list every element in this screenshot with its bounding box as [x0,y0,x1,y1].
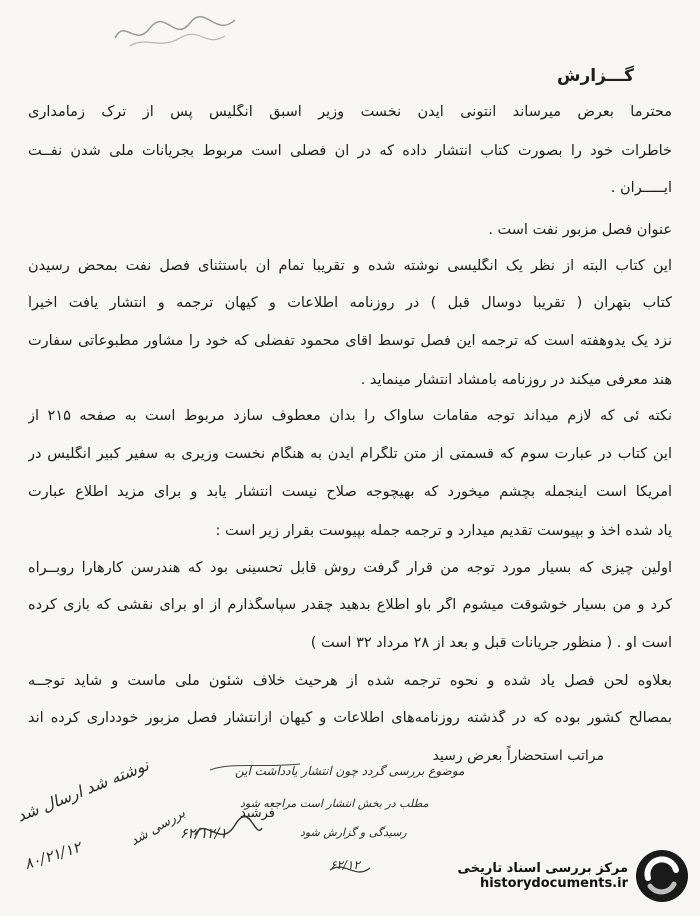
archive-logo-icon [634,848,690,904]
watermark-url: historydocuments.ir [479,876,628,891]
signer-name: فرشید [240,806,276,821]
body-line: هند معرفی میکند در روزنامه بامشاد انتشار مینماید . [360,372,672,388]
document-title: گـــزارش [557,66,634,86]
handwritten-note-mid: مطلب در بخش انتشار است مراجعه شود [240,797,429,810]
body-line: آمریکا است اینجمله بچشم میخورد که بهیچوجه صلاح نیست انتشار یابد و برای مزید اطلاع عبارت [28,484,672,500]
closing-line: مراتب استحضاراً بعرض رسید [432,748,604,764]
top-scribble-signature-icon [105,8,245,58]
body-line: این کتاب البته از نظر یک انگلیسی نوشته شده و تقریباً تمام آن باستثنای فصل نفت بمحض رسیدن [28,258,672,274]
body-line: عنوان فصل مزبور نفت است . [488,222,672,238]
body-line: بمصالح کشور بوده که در گذشته روزنامه‌های اطلاعات و کیهان ازانتشار فصل مزبور خودداری کرده اند [28,710,672,726]
body-line: این کتاب در عبارت سوم که قسمتی از متن تلگرام ایدن به هنگام نخست وزیری به سفیر کبیر انگلیس در [28,446,672,462]
handwritten-date-mid: ۶۲/۱۲/۱ [180,826,228,842]
body-line: ایـــــران . [610,180,672,196]
watermark-title: مرکز بررسی اسناد تاریخی [457,861,628,876]
handwritten-note-low: رسیدگی و گزارش شود [300,826,407,839]
handwritten-date-left: ۸۰/۲۱/۱۲ [22,837,84,874]
watermark [430,844,690,908]
body-line: اولین چیزی که بسیار مورد توجه من قرار گرفت روش قابل تحسینی بود که هندرسن کارهارا روبــراه [28,560,672,576]
body-line: است او . ( منظور جریانات قبل و بعد از ۲۸ مرداد ۳۲ است ) [310,635,672,651]
handwritten-date-right: ۶۲/۱۲ [330,858,360,872]
body-line: محترماً بعرض میرساند آنتونی ایدن نخست وزیر اسبق انگلیس پس از ترک زمامداری [28,104,672,120]
body-line: خاطرات خود را بصورت کتاب انتشار داده که در آن فصلی است مربوط بجریانات ملی شدن نفــت [28,143,672,159]
handwritten-note-top: موضوع بررسی گردد چون انتشار یادداشت این [235,764,465,778]
body-line: بعلاوه لحن فصل یاد شده و نحوه ترجمه شده از هرحیث خلاف شئون ملی ماست و شاید توجــه [28,673,672,689]
body-line: کتاب بتهران ( تقریباً دوسال قبل ) در روزنامه اطلاعات و کیهان ترجمه و انتشار یافت اخیراً [28,295,672,311]
handwritten-signature-left: بررسی شد [128,805,189,849]
body-line: کرد و من بسیار خوشوقت میشوم اگر باو اطلاع بدهید چقدر سپاسگذارم از او برای نقشی که بازی کرده [28,597,672,613]
handwritten-note-left: نوشته شد ارسال شد [14,755,152,826]
body-line: نزد یک یدوهفته است که ترجمه این فصل توسط آقای محمود تفضلی که خود را مشاور مطبوعاتی سفارت [28,333,672,349]
body-line: نکته ئی که لازم میداند توجه مقامات ساواک را بدان معطوف سازد مربوط است به صفحه ۲۱۵ از [28,408,672,424]
body-line: یاد شده اخذ و بپیوست تقدیم میدارد و ترجمه جمله بپیوست بقرار زیر است : [215,523,672,539]
